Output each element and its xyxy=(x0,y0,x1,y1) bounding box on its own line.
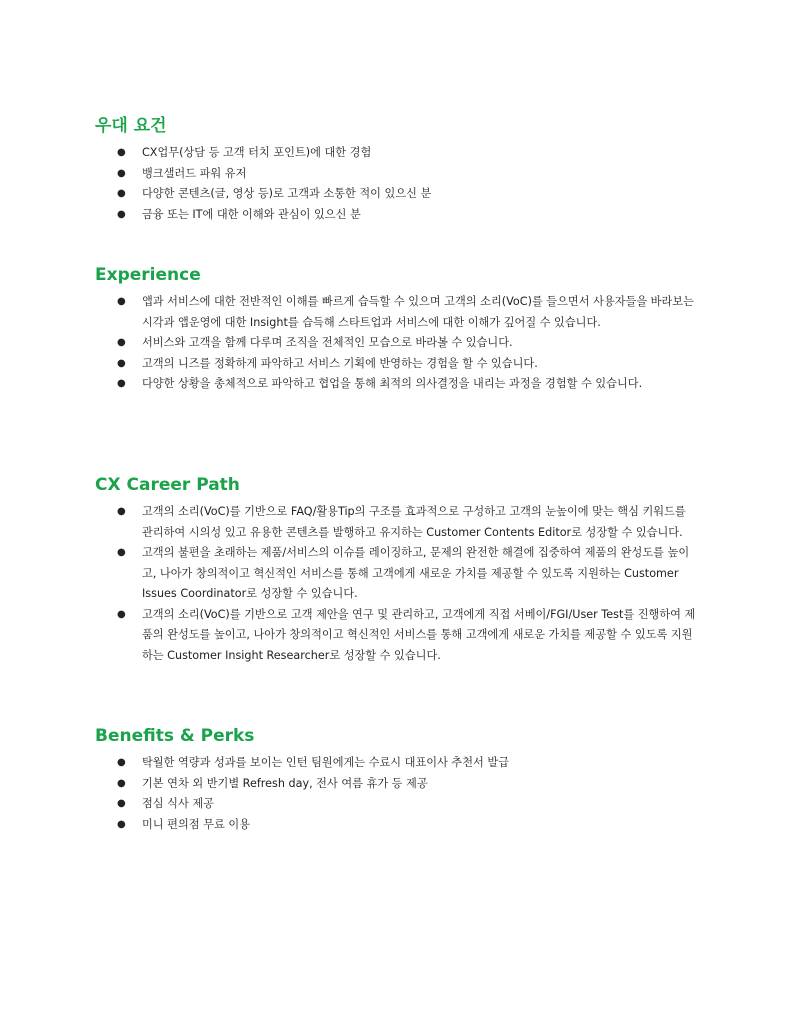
list-item-text: 고객의 니즈를 정확하게 파악하고 서비스 기획에 반영하는 경험을 할 수 있습니다. xyxy=(142,356,538,370)
bullet-icon: ● xyxy=(117,608,126,620)
bullet-icon: ● xyxy=(117,357,126,369)
bullet-icon: ● xyxy=(117,337,126,348)
list-item-text: 앱과 서비스에 대한 전반적인 이해를 빠르게 습득할 수 있으며 고객의 소리(VoC)를 들으면서 사용자들을 바라보는 시각과 앱운영에 대한 Insight를 습득해 스타트업과 서비스에 대한 이해가 깊어질 수 있습니다. xyxy=(142,295,694,329)
bullet-icon: ● xyxy=(117,547,126,558)
section-heading: CX Career Path xyxy=(95,475,240,495)
list-item-text: 고객의 불편을 초래하는 제품/서비스의 이슈를 레이징하고, 문제의 완전한 해결에 집중하여 제품의 완성도를 높이고, 나아가 창의적이고 혁신적인 서비스를 통해 고객에게 새로운 가치를 제공할 수 있도록 지원하는 Customer Issues Coordinator로 성장할 수 있습니다. xyxy=(142,546,690,600)
bullet-icon: ● xyxy=(117,818,126,830)
list-item xyxy=(95,292,697,333)
list-item xyxy=(95,815,697,836)
bullet-icon: ● xyxy=(117,188,126,199)
bullet-list xyxy=(95,292,695,395)
list-item-text: CX업무(상담 등 고객 터치 포인트)에 대한 경험 xyxy=(142,146,372,159)
section-benefits-perks xyxy=(95,725,715,831)
section-experience xyxy=(95,264,715,390)
list-item-text: 뱅크샐러드 파워 유저 xyxy=(142,166,247,180)
bullet-icon: ● xyxy=(117,757,126,768)
bullet-icon: ● xyxy=(117,777,126,789)
list-item-text: 점심 식사 제공 xyxy=(142,797,214,810)
list-item xyxy=(95,543,697,605)
list-item-text: 탁월한 역량과 성과를 보이는 인턴 팀원에게는 수료시 대표이사 추천서 발급 xyxy=(142,756,510,769)
bullet-icon: ● xyxy=(117,208,126,220)
list-item xyxy=(95,502,697,543)
section-heading: Experience xyxy=(95,265,201,285)
list-item-text: 고객의 소리(VoC)를 기반으로 고객 제안을 연구 및 관리하고, 고객에게 직접 서베이/FGI/User Test를 진행하여 제품의 완성도를 높이고, 나아가 창의적이고 혁신적인 서비스를 통해 고객에게 새로운 가치를 제공할 수 있도록 지원하는 Customer Insight Researcher로 성장할 수 있습니다. xyxy=(142,607,696,662)
bullet-icon: ● xyxy=(117,506,126,517)
list-item-text: 서비스와 고객을 함께 다루며 조직을 전체적인 모습으로 바라볼 수 있습니다. xyxy=(142,336,513,349)
bullet-icon: ● xyxy=(117,147,126,158)
list-item-text: 금융 또는 IT에 대한 이해와 관심이 있으신 분 xyxy=(142,207,361,221)
list-item-text: 기본 연차 외 반기별 Refresh day, 전사 여름 휴가 등 제공 xyxy=(142,776,428,790)
list-item xyxy=(95,354,697,375)
list-item xyxy=(95,143,697,164)
list-item xyxy=(95,184,697,205)
bullet-list xyxy=(95,143,695,225)
list-item xyxy=(95,205,697,226)
list-item xyxy=(95,374,697,395)
bullet-list xyxy=(95,753,695,835)
bullet-icon: ● xyxy=(117,167,126,179)
section-cx-career-path xyxy=(95,474,715,662)
list-item xyxy=(95,164,697,185)
list-item-text: 미니 편의점 무료 이용 xyxy=(142,817,250,831)
bullet-icon: ● xyxy=(117,296,126,307)
list-item xyxy=(95,794,697,815)
list-item xyxy=(95,333,697,354)
bullet-icon: ● xyxy=(117,798,126,809)
section-heading: 우대 요건 xyxy=(95,116,167,136)
section-heading: Benefits & Perks xyxy=(95,726,255,746)
list-item xyxy=(95,605,697,667)
bullet-list xyxy=(95,502,695,666)
list-item-text: 다양한 상황을 총체적으로 파악하고 협업을 통해 최적의 의사결정을 내리는 과정을 경험할 수 있습니다. xyxy=(142,377,643,390)
list-item xyxy=(95,774,697,795)
list-item-text: 다양한 콘텐츠(글, 영상 등)로 고객과 소통한 적이 있으신 분 xyxy=(142,187,432,200)
list-item-text: 고객의 소리(VoC)를 기반으로 FAQ/활용Tip의 구조를 효과적으로 구성하고 고객의 눈높이에 맞는 핵심 키워드를 관리하여 시의성 있고 유용한 콘텐츠를 발행하고 유지하는 Customer Contents Editor로 성장할 수 있습니다. xyxy=(142,505,686,539)
list-item xyxy=(95,753,697,774)
section-preferred-qualifications xyxy=(95,115,715,221)
bullet-icon: ● xyxy=(117,378,126,389)
